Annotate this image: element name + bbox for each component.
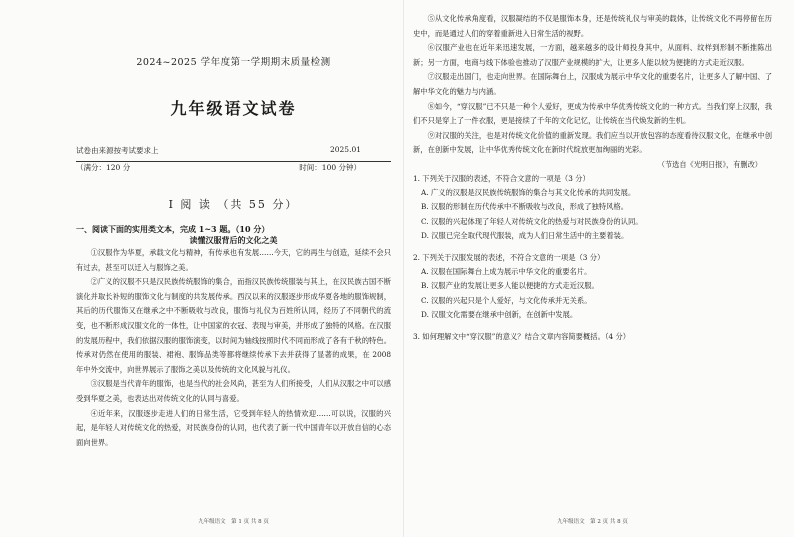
- source-note: （节选自《光明日报》，有删改）: [657, 159, 762, 169]
- section-title: Ⅰ 阅 读 （共 55 分）: [168, 198, 299, 211]
- info-date: 2025.01: [329, 145, 361, 154]
- passage-paragraph: ⑧如今，“穿汉服”已不只是一种个人爱好，更成为传承中华优秀传统文化的一种方式。当我们穿上汉服，我们不只是穿上了一件衣服，更是接续了千年的文化记忆，让传统在当代焕发新的生机。: [413, 101, 772, 126]
- info-row-2: [76, 162, 391, 176]
- passage-paragraph: ③汉服是当代青年的服饰，也是当代的社会风尚，甚至为人们所接受，人们从汉服之中可以感受到华夏之美，也表达出对传统文化的认同与喜爱。: [76, 379, 391, 403]
- question-group-heading: 一、阅读下面的实用类文本，完成 1~3 题。（10 分）: [76, 224, 270, 234]
- page-footer: 九年级语文 第 2 页 共 8 页: [557, 519, 628, 525]
- right-page: [405, 0, 794, 537]
- question-3: 3. 如何理解文中“穿汉服”的意义？结合文章内容简要概括。（4 分）: [413, 331, 631, 341]
- question-2-option: D. 汉服文化需要在继承中创新，在创新中发展。: [421, 309, 578, 319]
- info-left: 试卷由来源按考试要求上: [76, 146, 159, 155]
- passage-paragraph: ①汉服作为华夏，承载文化与精神，有传承也有发展……今天，它的再生与创造，延续不会只有过去，甚至可以迁入与服饰之美。: [76, 248, 391, 272]
- info-row-1: [76, 145, 391, 159]
- question-1-option: C. 汉服的兴起体现了年轻人对传统文化的热爱与对民族身份的认同。: [421, 216, 643, 226]
- question-2-option: A. 汉服在国际舞台上成为展示中华文化的重要名片。: [421, 267, 592, 277]
- passage-paragraph: ⑦汉服走出国门，也走向世界。在国际舞台上，汉服成为展示中华文化的重要名片，让更多人了解中国、了解中华文化的魅力与内涵。: [413, 72, 772, 96]
- passage-paragraph: ④近年来，汉服逐步走进人们的日常生活，它受到年轻人的热情欢迎……可以说，汉服的兴起，是年轻人对传统文化的热爱，对民族身份的认同，也代表了新一代中国青年以开放自信的心态面向世界。: [76, 408, 391, 447]
- question-1-option: D. 汉服已完全取代现代服装，成为人们日常生活中的主要着装。: [421, 230, 629, 240]
- passage-paragraph: ②广义的汉服不只是汉民族传统服饰的集合，而指汉民族传统服装与其上，在汉民族古国不断演化并取长补短的服饰文化与制度的共发展传承。西汉以来的汉服逐步形成华夏各地的服饰规制，其后的历代服饰又在继承之中不断吸收与改良，服饰与礼仪为百姓所认同，经历了不同朝代的流变，也不断形成汉服文化的一体性，让中国家的衣冠、表现与审美，并形成了独特的风格。在汉服的发展历程中，我们依据汉服的服饰演变，以时间为轴线按照时代不同而形成了各有千秋的特色。传承对仍然在使用的服装、裙袍、服饰品类等都将继续传承下去并获得了显著的成果，在 2008 年中外交流中，向世界展示了服饰之美以及传统的文化风貌与礼仪。: [76, 277, 391, 374]
- question-2: 2. 下列关于汉服发展的表述，不符合文意的一项是（3 分）: [413, 252, 605, 262]
- question-1: 1. 下列关于汉服的表述，不符合文意的一项是（3 分）: [413, 173, 590, 183]
- passage-paragraph: ⑨对汉服的关注，也是对传统文化价值的重新发现。我们应当以开放包容的态度看待汉服文化，在继承中创新，在创新中发展，让中华优秀传统文化在新时代绽放更加绚丽的光彩。: [413, 130, 772, 155]
- page-footer: 九年级语文 第 1 页 共 8 页: [198, 519, 269, 525]
- paper-title: 九年级语文试卷: [170, 99, 297, 118]
- question-2-option: B. 汉服产业的发展让更多人能以便捷的方式走近汉服。: [421, 281, 599, 291]
- exam-title: 2024~2025 学年度第一学期期末质量检测: [136, 57, 331, 68]
- passage-title: 读懂汉服背后的文化之美: [189, 235, 278, 245]
- passage-paragraph: ⑤从文化传承角度看，汉服凝结的不仅是服饰本身，还是传统礼仪与审美的载体，让传统文化不再停留在历史中，而是通过人们的穿着重新进入日常生活的视野。: [413, 14, 772, 38]
- passage-paragraph: ⑥汉服产业也在近年来迅速发展，一方面，越来越多的设计师投身其中，从面料、纹样到形制不断推陈出新；另一方面，电商与线下体验也推动了汉服产业规模的扩大，让更多人能以较为便捷的方式走近汉服。: [413, 43, 772, 67]
- question-1-option: B. 汉服的形制在历代传承中不断吸收与改良，形成了独特风格。: [421, 202, 629, 212]
- full-score: （满分：120 分: [76, 163, 131, 172]
- question-1-option: A. 广义的汉服是汉民族传统服饰的集合与其文化传承的共同发展。: [421, 188, 636, 198]
- question-2-option: C. 汉服的兴起只是个人爱好，与文化传承并无关系。: [421, 295, 592, 305]
- exam-time: 时间：100 分钟）: [299, 163, 361, 172]
